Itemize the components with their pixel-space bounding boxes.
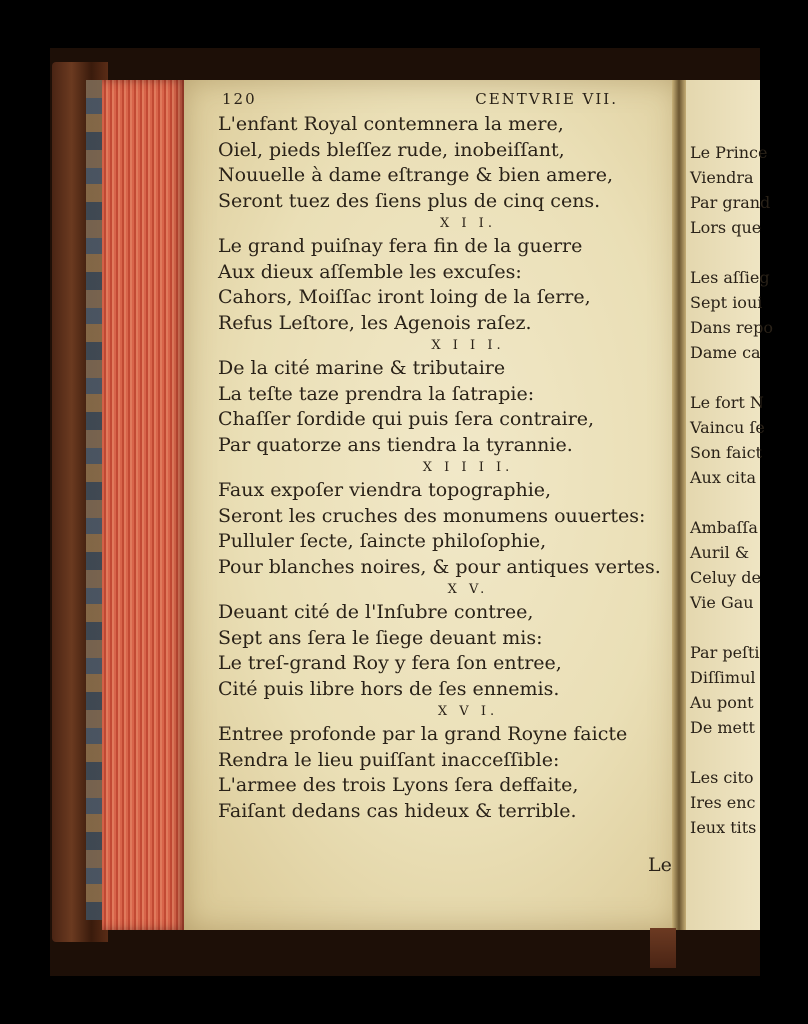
right-page-line: Viendra	[690, 168, 754, 187]
verse-line: Rendra le lieu puiſſant inacceſſible:	[218, 748, 560, 771]
right-page-line: Par grand	[690, 193, 771, 212]
quatrain-number: X I I.	[440, 216, 496, 231]
quatrain-number: X I I I.	[431, 338, 505, 353]
verse-line: Sept ans ſera le ſiege deuant mis:	[218, 626, 543, 649]
verse-line: Faiſant dedans cas hideux & terrible.	[218, 799, 577, 822]
page-header	[218, 86, 678, 112]
verse-line: Seront les cruches des monumens ouuertes:	[218, 504, 646, 527]
quatrain-number: X I I I I.	[422, 460, 514, 475]
page-number: 120	[222, 90, 257, 108]
verse-line: Entree profonde par la grand Royne faicte	[218, 723, 628, 745]
right-page-line: Sept ioui	[690, 293, 763, 312]
bookmark-ribbon	[650, 928, 676, 968]
verse-line: Cité puis libre hors de ſes ennemis.	[218, 677, 560, 700]
right-page-line: Vaincu ſe	[690, 418, 765, 437]
right-page-line: Diſſimul	[690, 668, 756, 687]
verse-line: Le treſ-grand Roy y fera ſon entree,	[218, 652, 562, 674]
verse-line: La teſte taze prendra la ſatrapie:	[218, 382, 535, 405]
verse-line: Chaſſer ſordide qui puis ſera contraire,	[218, 408, 595, 430]
right-page-line: Le Prince	[690, 143, 768, 162]
verse-line: Deuant cité de l'Inſubre contree,	[218, 601, 534, 623]
running-title: CENTVRIE VII.	[475, 90, 618, 108]
verse-line: Oiel, pieds bleſſez rude, inobeiſſant,	[218, 138, 565, 161]
verse-line: Cahors, Moiſſac iront loing de la ſerre,	[218, 286, 591, 308]
right-page-line: Ambaſſa	[690, 518, 758, 537]
verse-line: Seront tuez des ſiens plus de cinq cens.	[218, 189, 601, 212]
right-page-line: Celuy de	[690, 568, 761, 587]
right-page-line: Les aſſieg	[690, 268, 770, 287]
right-page-partial	[686, 80, 773, 930]
right-page-line: Au pont	[690, 693, 754, 712]
right-page-line: Auril &	[690, 543, 750, 562]
right-page-line: Dans repo	[690, 318, 773, 337]
right-page-line: Par peſti	[690, 643, 760, 662]
right-page-line: Ieux tits	[690, 818, 757, 837]
right-page-line: Vie Gau	[690, 593, 754, 612]
right-page-line: Son faict	[690, 443, 762, 462]
verse-line: Le grand puiſnay fera fin de la guerre	[218, 235, 583, 257]
verse-line: Pour blanches noires, & pour antiques vertes.	[218, 555, 661, 578]
quatrain-number: X V.	[447, 582, 489, 597]
verse-line: L'enfant Royal contemnera la mere,	[218, 113, 564, 135]
right-page-line: Lors que	[690, 218, 762, 237]
verse-line: Refus Leſtore, les Agenois raſez.	[218, 311, 532, 334]
right-page-line: Les cito	[690, 768, 754, 787]
red-page-edges	[102, 80, 186, 930]
verse-line: Par quatorze ans tiendra la tyrannie.	[218, 433, 573, 456]
verse-line: De la cité marine & tributaire	[218, 357, 506, 379]
verse-line: Nouuelle à dame eſtrange & bien amere,	[218, 164, 614, 186]
right-page-line: Ires enc	[690, 793, 756, 812]
quatrain-number: X V I.	[437, 704, 499, 719]
catchword: Le	[648, 854, 672, 876]
page-text-block	[218, 86, 678, 824]
right-page-text	[686, 140, 773, 840]
verse-line: Aux dieux aſſemble les excuſes:	[218, 260, 522, 283]
quatrains	[218, 112, 678, 824]
right-page-line: Dame ca	[690, 343, 761, 362]
verse-line: Faux expoſer viendra topographie,	[218, 479, 552, 501]
marbled-endpaper	[86, 80, 102, 920]
verse-line: Pulluler ſecte, ſaincte philoſophie,	[218, 530, 547, 552]
right-page-line: De mett	[690, 718, 755, 737]
right-page-line: Le fort N	[690, 393, 764, 412]
right-page-line: Aux cita	[690, 468, 757, 487]
verse-line: L'armee des trois Lyons ſera deffaite,	[218, 774, 579, 796]
